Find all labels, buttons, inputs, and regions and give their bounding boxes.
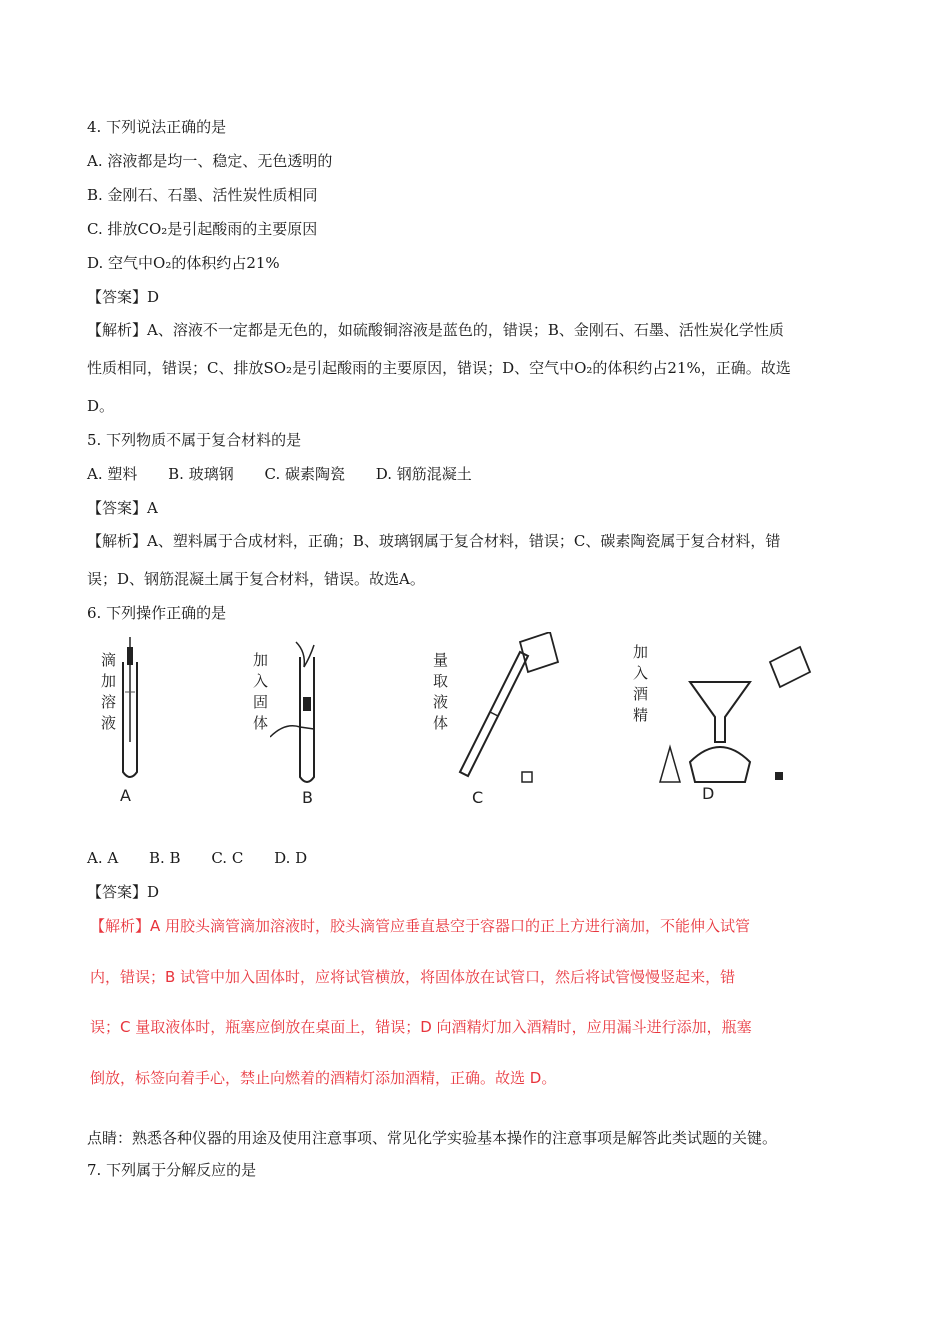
q5-option-a: A. 塑料	[87, 465, 138, 483]
q4-option-c: C. 排放CO₂是引起酸雨的主要原因	[87, 220, 318, 238]
q6-options	[87, 848, 333, 868]
q4-stem: 4. 下列说法正确的是	[87, 118, 227, 136]
q6-option-b: B. B	[148, 849, 181, 867]
q6-option-c: C. C	[211, 849, 244, 867]
measure-liquid-drawing	[450, 632, 570, 792]
q4-option-b: B. 金刚石、石墨、活性炭性质相同	[87, 186, 318, 204]
funnel-alcohol-lamp-drawing	[650, 632, 860, 792]
q6-analysis-line4: 倒放，标签向着手心，禁止向燃着的酒精灯添加酒精，正确。故选 D。	[90, 1069, 557, 1087]
fig-d-caption: 加入酒精	[631, 644, 649, 728]
q4-analysis-line3: D。	[87, 397, 115, 415]
q6-option-d: D. D	[274, 849, 308, 867]
q6-tip: 点睛：熟悉各种仪器的用途及使用注意事项、常见化学实验基本操作的注意事项是解答此类试题的关键。	[87, 1129, 778, 1147]
q5-option-b: B. 玻璃钢	[168, 465, 234, 483]
q7-stem: 7. 下列属于分解反应的是	[87, 1161, 257, 1179]
q5-options	[87, 464, 498, 484]
q6-analysis-line2: 内，错误；B 试管中加入固体时，应将试管横放，将固体放在试管口，然后将试管慢慢竖起来，错	[90, 968, 736, 986]
dropper-in-tube-drawing	[115, 632, 145, 782]
q5-analysis-line2: 误；D、钢筋混凝土属于复合材料，错误。故选A。	[87, 570, 425, 588]
q4-answer: 【答案】D	[87, 288, 160, 306]
fig-d-letter: D	[702, 784, 715, 803]
q5-answer: 【答案】A	[87, 499, 158, 517]
q4-analysis-line2: 性质相同，错误；C、排放SO₂是引起酸雨的主要原因，错误；D、空气中O₂的体积约占21%，正确。故选	[87, 359, 791, 377]
q5-option-d: D. 钢筋混凝土	[375, 465, 472, 483]
q5-option-c: C. 碳素陶瓷	[264, 465, 345, 483]
q6-analysis-line3: 误；C 量取液体时，瓶塞应倒放在桌面上，错误；D 向酒精灯加入酒精时，应用漏斗进行添加，瓶塞	[90, 1018, 752, 1036]
q4-option-a: A. 溶液都是均一、稳定、无色透明的	[87, 152, 333, 170]
q6-answer: 【答案】D	[87, 883, 160, 901]
q5-stem: 5. 下列物质不属于复合材料的是	[87, 431, 302, 449]
q6-option-a: A. A	[87, 849, 119, 867]
q6-figure	[90, 632, 860, 812]
fig-c-caption: 量取液体	[431, 652, 449, 736]
q4-analysis-line1: 【解析】A、溶液不一定都是无色的，如硫酸铜溶液是蓝色的，错误；B、金刚石、石墨、活性炭化学性质	[87, 321, 784, 339]
fig-b-letter: B	[302, 788, 313, 807]
fig-c-letter: C	[472, 788, 484, 807]
fig-a-letter: A	[120, 786, 131, 805]
fig-b-caption: 加入固体	[251, 652, 269, 736]
q5-analysis-line1: 【解析】A、塑料属于合成材料，正确；B、玻璃钢属于复合材料，错误；C、碳素陶瓷属于复合材料，错	[87, 532, 781, 550]
solid-into-tube-drawing	[270, 637, 330, 787]
q6-stem: 6. 下列操作正确的是	[87, 604, 227, 622]
q6-analysis-line1: 【解析】A 用胶头滴管滴加溶液时，胶头滴管应垂直悬空于容器口的正上方进行滴加，不能伸入试管	[90, 917, 751, 935]
q4-option-d: D. 空气中O₂的体积约占21%	[87, 254, 280, 272]
fig-a-caption: 滴加溶液	[99, 652, 117, 736]
